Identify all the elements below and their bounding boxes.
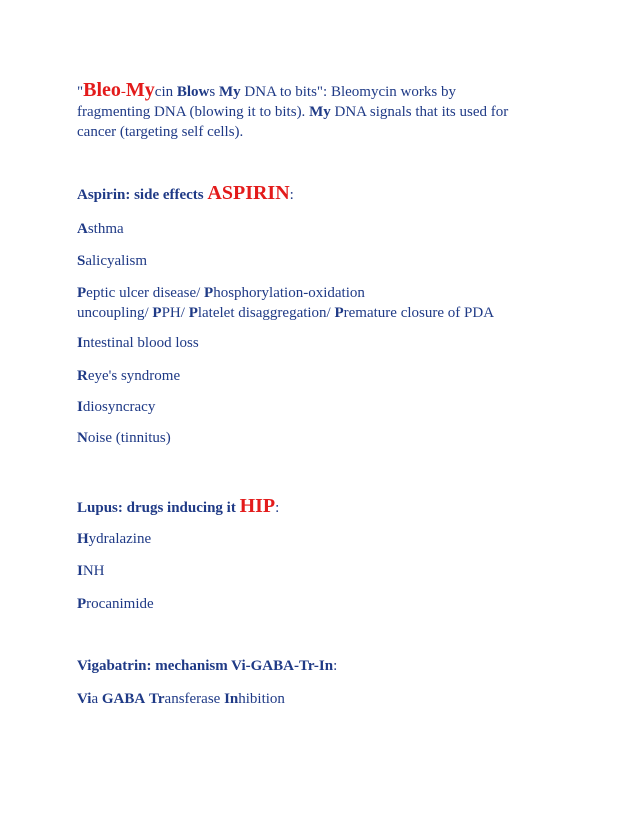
item-lead-letter: P (334, 305, 344, 321)
bleomycin-line-3: cancer (targeting self cells). (77, 124, 244, 140)
item-lead-letter: GABA (101, 691, 146, 707)
bleomycin-line-1 (77, 80, 567, 102)
item-text: sthma (87, 221, 124, 237)
aspirin-item-p (77, 283, 567, 323)
aspirin-colon: : (289, 187, 294, 203)
lupus-heading (77, 496, 567, 518)
item-lead-letter: H (77, 531, 89, 547)
aspirin-item (77, 397, 567, 417)
bleomycin-text-2: fragmenting DNA (blowing it to bits). (77, 104, 310, 120)
bleomycin-text-3: DNA signals that its used for (330, 104, 509, 120)
mnemonic-my: My (125, 79, 155, 101)
aspirin-heading (77, 183, 567, 205)
item-text: rocanimide (86, 596, 154, 612)
vigabatrin-colon: : (333, 658, 338, 674)
item-text: hibition (238, 691, 285, 707)
item-lead-letter: P (77, 596, 87, 612)
lupus-acronym: HIP (239, 495, 276, 517)
vigabatrin-heading-text: Vigabatrin: mechanism Vi-GABA-Tr-In (77, 658, 334, 674)
mnemonic-my-2: My (218, 84, 241, 100)
item-lead-letter: I (77, 563, 83, 579)
lupus-item (77, 529, 567, 549)
item-lead-letter: S (77, 253, 86, 269)
item-lead-letter: I (77, 335, 83, 351)
item-lead-letter: I (77, 399, 83, 415)
item-text: eptic ulcer disease/ (86, 285, 205, 301)
item-lead-letter: R (77, 368, 88, 384)
vigabatrin-heading (77, 656, 567, 676)
aspirin-item (77, 366, 567, 386)
lupus-heading-text: Lupus: drugs inducing it (77, 500, 240, 516)
item-lead-letter: P (204, 285, 214, 301)
item-text: ydralazine (88, 531, 152, 547)
vigabatrin-expansion (77, 689, 567, 709)
mnemonic-dash: - (120, 84, 126, 100)
aspirin-p-line-1 (77, 283, 567, 303)
item-text: ntestinal blood loss (82, 335, 199, 351)
item-lead-letter: A (77, 221, 88, 237)
item-text: hosphorylation-oxidation (213, 285, 365, 301)
item-lead-letter: Vi (77, 691, 92, 707)
lupus-item (77, 561, 567, 581)
item-lead-letter: P (77, 285, 87, 301)
aspirin-acronym: ASPIRIN (207, 182, 290, 204)
aspirin-item (77, 428, 567, 448)
lupus-item (77, 594, 567, 614)
item-text: alicyalism (85, 253, 147, 269)
item-text: NH (82, 563, 105, 579)
item-text: remature closure of PDA (343, 305, 495, 321)
text-s: s (209, 84, 219, 100)
aspirin-heading-text: Aspirin: side effects (77, 187, 208, 203)
item-text: ansferase (164, 691, 225, 707)
item-text: latelet disaggregation/ (197, 305, 335, 321)
item-text: diosyncracy (82, 399, 156, 415)
bleomycin-line-2 (77, 102, 567, 122)
bleomycin-paragraph (77, 80, 567, 142)
item-lead-letter: N (77, 430, 88, 446)
item-text: a (91, 691, 102, 707)
item-lead-letter: P (188, 305, 198, 321)
item-text: oise (tinnitus) (87, 430, 171, 446)
item-text: PH/ (161, 305, 189, 321)
aspirin-p-line-2 (77, 303, 567, 323)
aspirin-item (77, 251, 567, 271)
item-lead-letter: In (224, 691, 239, 707)
text-cin: cin (154, 84, 177, 100)
aspirin-item (77, 333, 567, 353)
item-text: uncoupling/ (77, 305, 153, 321)
mnemonic-blow: Blow (176, 84, 210, 100)
item-text: eye's syndrome (87, 368, 181, 384)
bleomycin-text: DNA to bits": Bleomycin works by (240, 84, 456, 100)
mnemonic-my-3: My (309, 104, 331, 120)
mnemonic-bleo: Bleo (83, 79, 121, 101)
open-quote: " (77, 84, 84, 100)
item-lead-letter: Tr (148, 691, 165, 707)
aspirin-item (77, 219, 567, 239)
item-lead-letter: P (152, 305, 162, 321)
lupus-colon: : (275, 500, 280, 516)
